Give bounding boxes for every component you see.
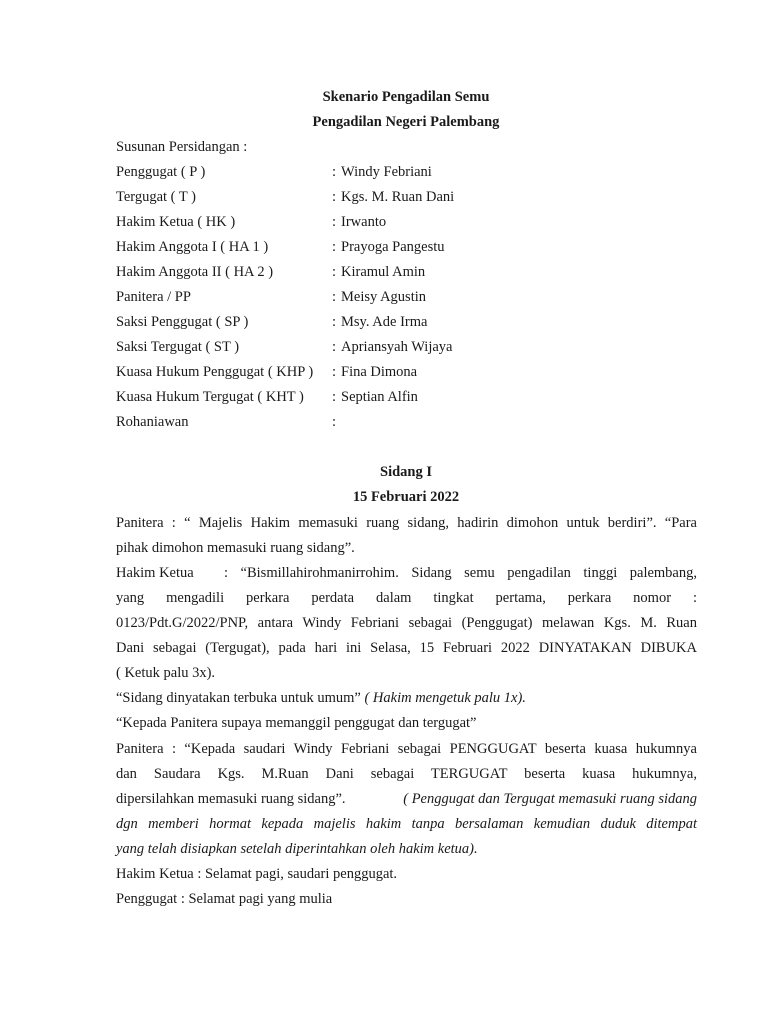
role-name: Msy. Ade Irma	[341, 314, 428, 330]
role-label: Hakim Anggota II ( HA 2 )	[116, 264, 274, 280]
speaker-text: : “Bismillahirohmanirrohim. Sidang semu pengadilan tinggi palembang,	[224, 565, 697, 581]
role-label: Kuasa Hukum Penggugat ( KHP )	[116, 364, 314, 380]
role-colon: :	[332, 339, 337, 355]
role-label: Kuasa Hukum Tergugat ( KHT )	[116, 389, 304, 405]
script-line: Penggugat : Selamat pagi yang mulia	[116, 891, 333, 907]
script-line: 0123/Pdt.G/2022/PNP, antara Windy Febriani sebagai (Penggugat) melawan Kgs. M. Ruan	[116, 615, 697, 631]
script-text: “Sidang dinyatakan terbuka untuk umum”	[116, 690, 361, 706]
script-line: Dani sebagai (Tergugat), pada hari ini Selasa, 15 Februari 2022 DINYATAKAN DIBUKA	[116, 640, 697, 656]
role-colon: :	[332, 164, 337, 180]
role-colon: :	[332, 189, 337, 205]
role-name: Windy Febriani	[341, 164, 432, 180]
role-colon: :	[332, 214, 337, 230]
session-heading: Sidang I	[380, 464, 432, 480]
document-title: Skenario Pengadilan Semu	[322, 89, 490, 105]
role-label: Hakim Anggota I ( HA 1 )	[116, 239, 269, 255]
role-label: Hakim Ketua ( HK )	[116, 214, 236, 230]
role-name: Fina Dimona	[341, 364, 418, 380]
stage-direction: ( Hakim mengetuk palu 1x).	[364, 690, 526, 706]
role-name: Kgs. M. Ruan Dani	[341, 189, 455, 205]
role-colon: :	[332, 389, 337, 405]
stage-direction-line: yang telah disiapkan setelah diperintahkan oleh hakim ketua).	[116, 841, 478, 857]
role-name: Apriansyah Wijaya	[341, 339, 453, 355]
script-line: Hakim Ketua : Selamat pagi, saudari penggugat.	[116, 866, 398, 882]
script-line: Panitera : “Kepada saudari Windy Febriani sebagai PENGGUGAT beserta kuasa hukumnya	[116, 741, 697, 757]
role-label: Rohaniawan	[116, 414, 189, 430]
script-line: ( Ketuk palu 3x).	[116, 665, 216, 681]
role-colon: :	[332, 414, 337, 430]
script-text: dipersilahkan memasuki ruang sidang”.	[116, 791, 346, 807]
script-line	[116, 565, 697, 582]
role-name: Septian Alfin	[341, 389, 418, 405]
session-date: 15 Februari 2022	[352, 489, 460, 505]
role-name: Prayoga Pangestu	[341, 239, 445, 255]
role-colon: :	[332, 239, 337, 255]
role-label: Saksi Penggugat ( SP )	[116, 314, 249, 330]
susunan-label: Susunan Persidangan :	[116, 139, 248, 155]
role-name: Kiramul Amin	[341, 264, 426, 280]
script-line: pihak dimohon memasuki ruang sidang”.	[116, 540, 355, 556]
role-colon: :	[332, 314, 337, 330]
role-name: Meisy Agustin	[341, 289, 426, 305]
role-label: Penggugat ( P )	[116, 164, 206, 180]
document-subtitle: Pengadilan Negeri Palembang	[312, 114, 500, 130]
script-line: dan Saudara Kgs. M.Ruan Dani sebagai TERGUGAT beserta kuasa hukumnya,	[116, 766, 697, 782]
script-line	[116, 690, 526, 707]
script-line: yang mengadili perkara perdata dalam tingkat pertama, perkara nomor :	[116, 590, 697, 606]
script-line	[116, 791, 697, 808]
role-colon: :	[332, 364, 337, 380]
role-colon: :	[332, 264, 337, 280]
stage-direction: ( Penggugat dan Tergugat memasuki ruang sidang	[403, 791, 697, 807]
role-label: Saksi Tergugat ( ST )	[116, 339, 240, 355]
role-colon: :	[332, 289, 337, 305]
role-label: Panitera / PP	[116, 289, 191, 305]
role-label: Tergugat ( T )	[116, 189, 196, 205]
script-line: Panitera : “ Majelis Hakim memasuki ruang sidang, hadirin dimohon untuk berdiri”. “Para	[116, 515, 697, 531]
role-name: Irwanto	[341, 214, 387, 230]
speaker-label: Hakim Ketua	[116, 565, 194, 581]
stage-direction-line: dgn memberi hormat kepada majelis hakim tanpa bersalaman kemudian duduk ditempat	[116, 816, 697, 832]
script-line: “Kepada Panitera supaya memanggil penggugat dan tergugat”	[116, 715, 477, 731]
